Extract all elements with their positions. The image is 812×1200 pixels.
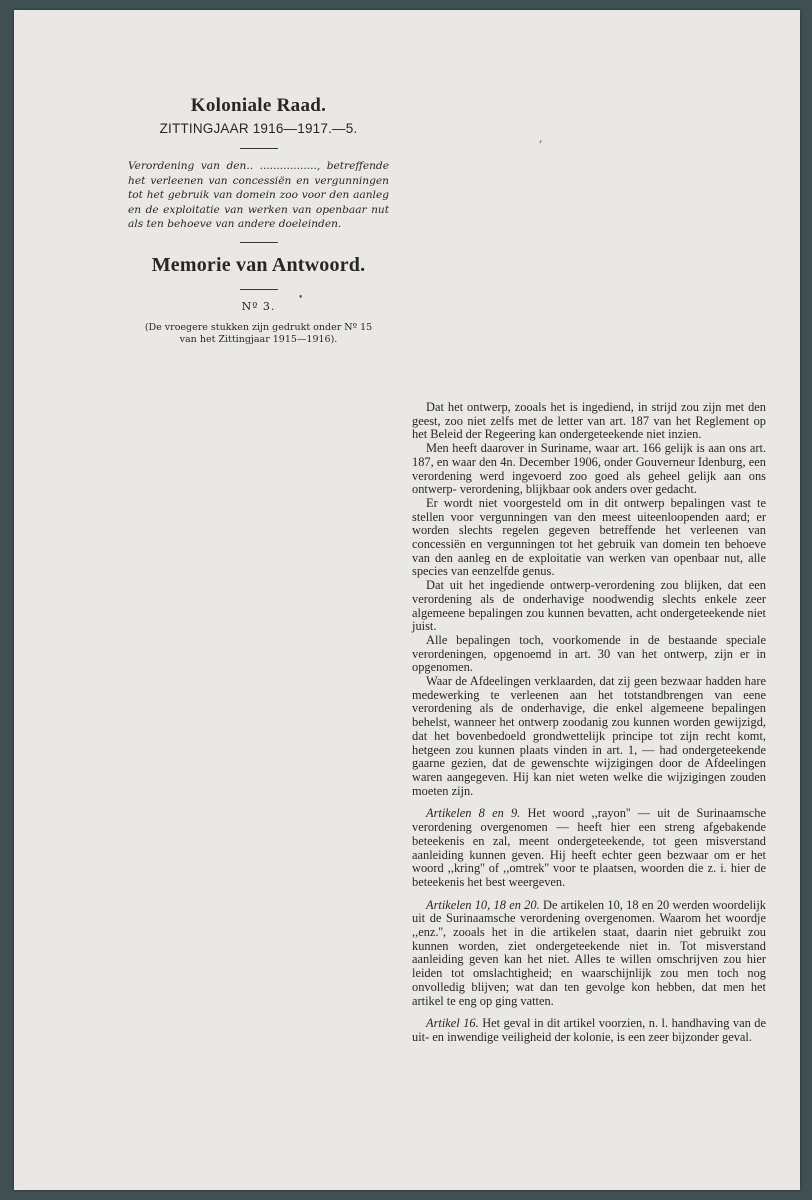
note-line: (De vroegere stukken zijn gedrukt onder Nº 15: [144, 321, 373, 333]
paragraph: Waar de Afdeelingen verklaarden, dat zij geen bezwaar hadden hare medewerking te verleenen aan het totstandbrengen van eene verordening als de onderhavige, die enkel algemeene bepalingen behelst, wanneer het ontwerp zoodanig zou kunnen worden gewijzigd, dat het bovenbedoeld grondwettelijk principe tot zijn recht komt, hetgeen zou kunnen plaats vinden in art. 1, — had ondergeteekende gaarne gezien, dat de gewenschte wijzigingen door de Afdeelingen waren aangegeven. Hij kan niet weten welke die wijzigingen zouden moeten zijn.: [412, 674, 766, 798]
document-header: [126, 94, 391, 346]
article-text: Het geval in dit artikel voorzien, n. l. handhaving van de uit- en inwendige veiligheid der kolonie, is een zeer bijzonder geval.: [412, 1016, 766, 1044]
paragraph: Alle bepalingen toch, voorkomende in de bestaande speciale verordeningen, opgenoemd in art. 30 van het ontwerp, zijn er in opgenomen.: [412, 632, 766, 675]
article-label: Artikelen 10, 18 en 20.: [426, 897, 540, 912]
paragraph: Dat het ontwerp, zooals het is ingediend, in strijd zou zijn met den geest, zoo niet zelfs met de letter van art. 187 van het Reglement op het Beleid der Regeering kan ondergeteekende niet inzien.: [412, 400, 766, 442]
article-section: [412, 807, 766, 889]
print-reference-note: [126, 322, 391, 346]
paragraph: Dat uit het ingediende ontwerp-verordening zou blijken, dat een verordening als de onderhavige noodwendig slechts enkele zeer algemeene bepalingen zou kunnen bevatten, acht ondergeteekende niet juist.: [412, 578, 766, 634]
article-section: [412, 899, 766, 1009]
stray-mark: ,: [539, 132, 543, 145]
document-number: Nº 3.: [241, 299, 276, 313]
answer-text-column: [412, 401, 766, 1045]
paragraph: Men heeft daarover in Suriname, waar art. 166 gelijk is aan ons art. 187, en waar den 4n. December 1906, onder Gouverneur Idenburg, een verordening werd ingevoerd zoo goed als geheel gelijk aan ons ontwerp- verordening, blijkbaar ook anders over gedacht.: [412, 441, 766, 497]
article-label: Artikelen 8 en 9.: [426, 806, 521, 821]
stray-dot: •: [298, 293, 304, 303]
document-heading: Memorie van Antwoord.: [151, 253, 366, 276]
divider: [240, 242, 278, 243]
council-title: Koloniale Raad.: [190, 95, 327, 116]
article-label: Artikel 16.: [426, 1016, 479, 1031]
session-year: ZITTINGJAAR 1916—1917.—5.: [159, 121, 358, 136]
ordinance-description: Verordening van den.. ................., betreffende het verleenen van concessiën en vergunningen tot het gebruik van domein zoo voor den aanleg en de exploitatie van werken van openbaar nut als ten behoeve van andere doeleinden.: [128, 160, 389, 231]
article-text: De artikelen 10, 18 en 20 werden woordelijk uit de Surinaamsche verordening overgenomen. Waarom het woordje ,,enz.'', zooals het in die artikelen staat, daarin niet gebruikt zou kunnen worden, ziet ondergeteekende niet in. Tot misverstand aanleiding geven kan het niet. Alles te willen omschrijven zou hier leiden tot omslachtigheid; en waarschijnlijk zou men toch nog onvolledig blijven; wat dan ten gevolge kon hebben, dat men het artikel te eng op ging vatten.: [412, 897, 766, 1008]
note-line: van het Zittingjaar 1915—1916).: [179, 333, 338, 345]
paragraph: Er wordt niet voorgesteld om in dit ontwerp bepalingen vast te stellen voor vergunningen van den meest uiteenloopenden aard; er worden slechts regelen gegeven betreffende het verleenen van concessiën en vergunningen tot het gebruik van domein ten behoeve van den aanleg en de exploitatie van werken van openbaar nut, alle species van eenzelfde genus.: [412, 495, 766, 579]
article-text: Het woord ,,rayon'' — uit de Surinaamsche verordening overgenomen — heeft hier een streng afgebakende beteekenis en zal, meent ondergeteekende, tot geen misverstand aanleiding kunnen geven. Hij heeft echter geen bezwaar om er het woord ,,kring'' of ,,omtrek'' voor te plaatsen, woorden die z. i. hier de beteekenis het best weergeven.: [412, 806, 766, 889]
article-section: [412, 1017, 766, 1044]
divider: [240, 148, 278, 149]
document-page: [14, 10, 800, 1190]
divider: [240, 289, 278, 290]
